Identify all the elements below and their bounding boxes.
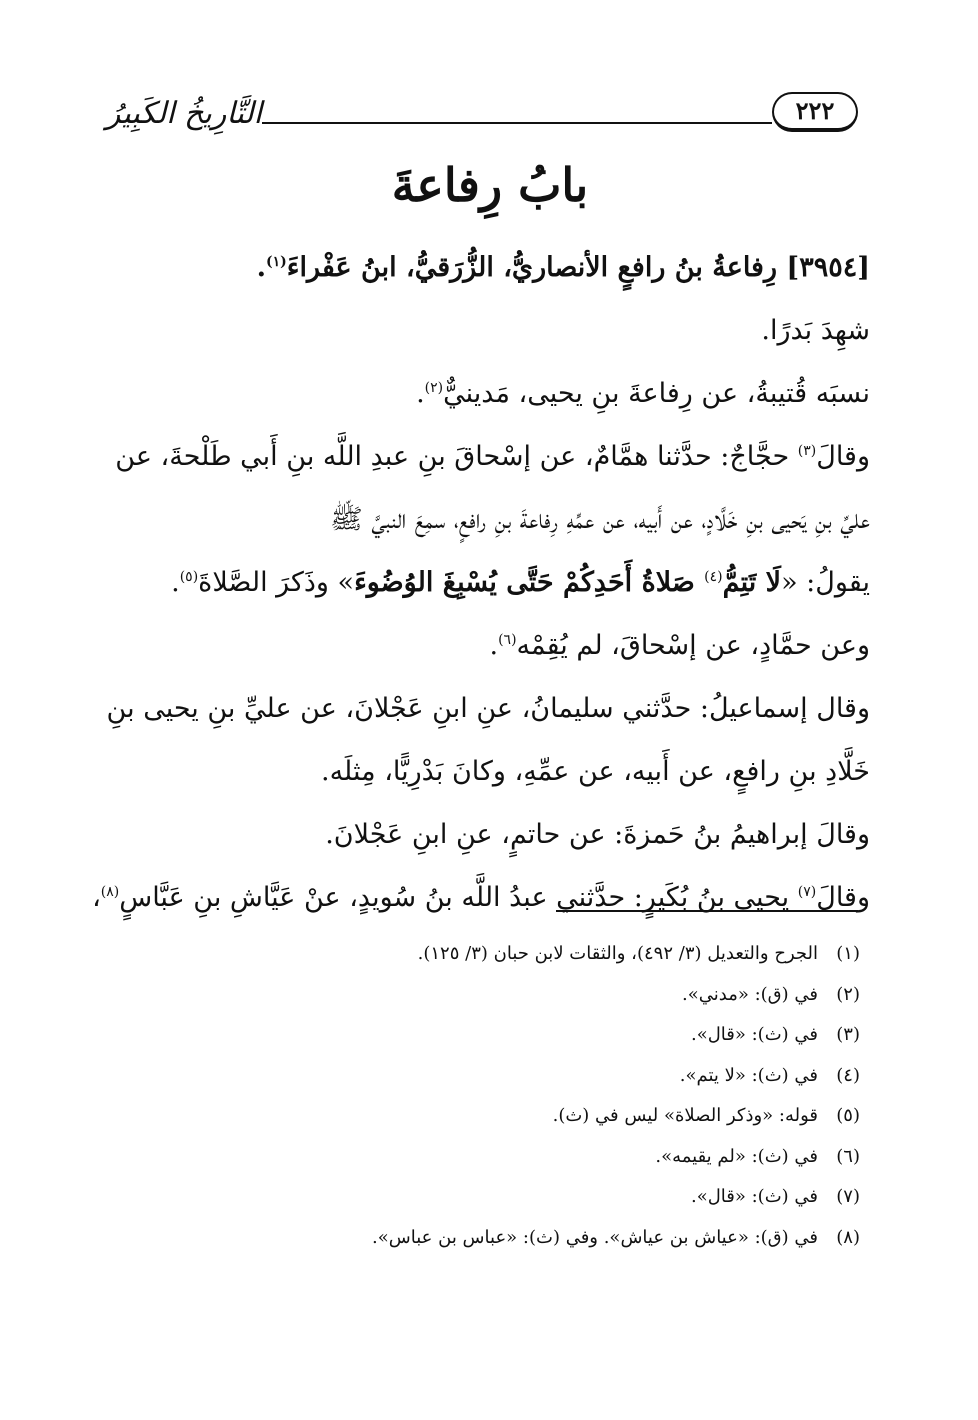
footnote-number: (١) — [836, 943, 860, 964]
punctuation: . — [416, 378, 425, 409]
footnote — [140, 1015, 860, 1056]
footnote — [140, 1177, 860, 1218]
text-segment: نسبَه قُتيبةُ، عن رِفاعةَ بنِ يحيى، مَدينيٌّ — [443, 378, 870, 409]
footnote — [140, 1056, 860, 1097]
punctuation: . — [489, 630, 499, 661]
text-line: شهِدَ بَدرًا. — [761, 315, 870, 346]
hadith-text: صَلاةُ أَحَدِكُمْ حَتَّى يُسْبِغَ الوُضُوءَ — [354, 567, 705, 598]
text-line — [108, 488, 870, 551]
honorific-glyph: ﷺ — [330, 504, 363, 535]
text-line: وقال إسماعيلُ: حدَّثني سليمانُ، عنِ ابنِ عَجْلانَ، عن عليِّ بنِ يحيى بنِ — [106, 693, 870, 724]
footnote-number: (٢) — [836, 983, 860, 1005]
footnote-text: الجرح والتعديل (٣/ ٤٩٢)، والثقات لابن حبان (٣/ ١٢٥). — [417, 943, 818, 964]
footnote-ref: (٢) — [424, 380, 444, 396]
hadith-text: لَا تَتِمُّ — [722, 567, 782, 598]
text-line — [92, 866, 870, 929]
footnote-text: في (ث): «لم يقيمه». — [655, 1145, 818, 1167]
footnote-number: (٥) — [836, 1105, 860, 1126]
text-line — [108, 362, 870, 425]
text-line — [108, 551, 870, 614]
footnote-number: (٣) — [836, 1024, 860, 1045]
footnote-ref: (٣) — [797, 443, 817, 459]
text-line: خَلَّادِ بنِ رافعٍ، عن أَبيه، عن عمِّهِ، وكانَ بَدْرِيًّا، مِثلَه. — [321, 756, 870, 787]
footnote-number: (٨) — [836, 1226, 860, 1248]
footnote-text: في (ث): «قال». — [690, 1024, 818, 1045]
footnote-ref: (٦) — [498, 632, 517, 648]
main-text — [92, 236, 870, 929]
text-line — [108, 425, 870, 488]
punctuation: . — [256, 252, 267, 283]
footnote-number: (٤) — [836, 1064, 860, 1086]
footnote-separator — [556, 910, 858, 912]
chapter-title: بابُ رِفاعةَ — [391, 158, 589, 212]
footnote-text: في (ق): «عياش بن عياش». وفي (ث): «عباس بن عباس». — [372, 1226, 818, 1248]
footnote-ref: (٨) — [100, 884, 120, 900]
footnote-ref: (٥) — [179, 569, 199, 585]
text-segment: حجَّاجٌ: حدَّثنا همَّامٌ، عن إسْحاقَ بنِ عبدِ اللَّه بنِ أَبي طَلْحةَ، عن — [115, 441, 798, 472]
header-rule — [262, 122, 772, 124]
running-title: التَّارِيخُ الكَبِيرُ — [105, 96, 262, 131]
footnote-ref: (٤) — [704, 569, 723, 585]
footnote-text: قوله: «وذكر الصلاة» ليس في (ث). — [552, 1105, 818, 1126]
text-segment: وقالَ — [816, 441, 870, 472]
text-segment: وقالَ — [816, 882, 870, 913]
footnote — [140, 1096, 860, 1137]
text-segment: » وذَكرَ الصَّلاةَ — [198, 567, 355, 598]
footnotes — [140, 934, 860, 1258]
page-number-badge: ٢٢٢ — [772, 92, 858, 132]
footnote-text: في (ث): «قال». — [690, 1186, 818, 1207]
footnote-number: (٧) — [836, 1186, 860, 1207]
text-segment: يقولُ: « — [781, 567, 870, 598]
text-segment: يحيى بنُ بُكَيرٍ: حدَّثني عبدُ اللَّه بنُ سُويدٍ، عنْ عَيَّاشِ بنِ عَبَّاسٍ — [119, 882, 798, 913]
footnote — [140, 1218, 860, 1259]
text-segment: وعن حمَّادٍ، عن إسْحاقَ، لم يُقِمْه — [516, 630, 870, 661]
footnote-text: في (ق): «مدني». — [682, 983, 818, 1005]
punctuation: ، — [92, 882, 101, 913]
footnote-number: (٦) — [836, 1145, 860, 1167]
text-line — [108, 614, 870, 677]
entry-heading-line — [108, 236, 870, 299]
footnote — [140, 1137, 860, 1178]
footnote — [140, 934, 860, 975]
entry-number: [٣٩٥٤] — [786, 252, 870, 283]
footnote-ref: (٧) — [797, 884, 817, 900]
footnote — [140, 975, 860, 1016]
text-segment: عليِّ بنِ يَحيى بنِ خَلَّادٍ، عن أَبيه، عن عمِّهِ رِفاعةَ بنِ رافعٍ، سمِعَ النبيَّ — [371, 504, 870, 535]
entry-name: رِفاعةُ بنُ رافعٍ الأنصاريُّ، الزُّرَقيُّ، ابنُ عَفْراءَ — [286, 252, 778, 283]
punctuation: . — [171, 567, 180, 598]
footnote-ref: (١) — [266, 254, 287, 270]
footnote-text: في (ث): «لا يتم». — [679, 1064, 818, 1086]
text-line: وقالَ إبراهيمُ بنُ حَمزةَ: عن حاتمٍ، عنِ ابنِ عَجْلانَ. — [325, 819, 870, 850]
